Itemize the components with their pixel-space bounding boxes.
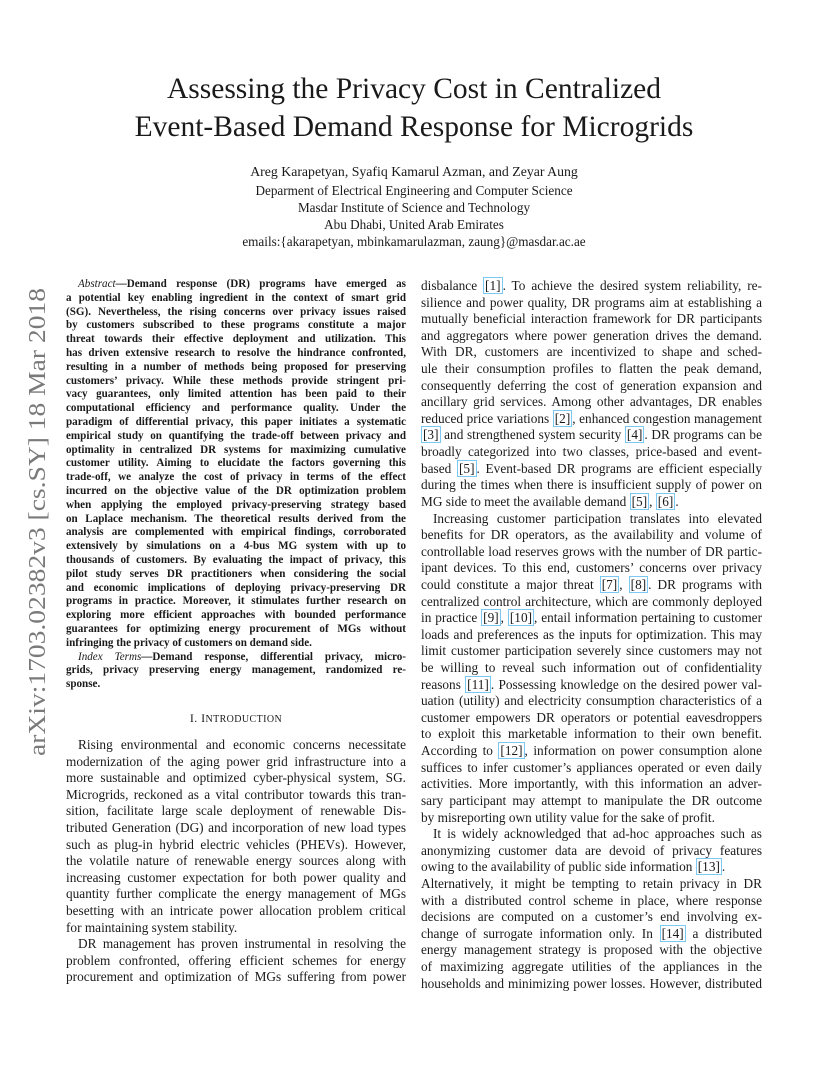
text-segment: centralized control architecture, which are commonly deployed <box>421 593 762 609</box>
text-segment: reasons <box>421 676 466 692</box>
abstract-line: infringing the privacy of customers on demand side. <box>66 636 312 649</box>
text-segment: . <box>675 493 679 509</box>
text-segment: mutually beneficial interaction framework for DR participants <box>421 311 762 327</box>
text-segment: owing to the availability of public side information <box>421 859 696 875</box>
citation-link[interactable]: [11] <box>467 676 489 692</box>
text-line <box>421 394 762 411</box>
text-segment: , enhanced congestion management <box>572 410 762 426</box>
text-line <box>421 328 762 345</box>
text-segment: be willing to reveal such information out of confidentiality <box>421 660 762 676</box>
author-emails: emails:{akarapetyan, mbinkamarulazman, zaung}@masdar.ac.ae <box>242 234 586 249</box>
affiliation-line: Masdar Institute of Science and Technology <box>297 200 531 215</box>
arxiv-identifier <box>24 286 52 756</box>
left-column <box>66 278 406 986</box>
text-segment: It is widely acknowledged that ad-hoc approaches such as <box>433 826 762 842</box>
text-line <box>421 361 762 378</box>
text-line: sition, facilitate large scale deployment of renewable Dis- <box>66 803 406 819</box>
citation-link[interactable]: [5] <box>631 493 648 509</box>
text-line <box>421 677 762 694</box>
text-line <box>421 278 762 295</box>
text-segment: limit customer participation severely since customers may not <box>421 643 762 659</box>
text-line <box>421 859 762 876</box>
abstract-label: Abstract <box>78 278 116 290</box>
text-segment: uation (utility) and electricity consumption characteristics of a <box>421 693 762 709</box>
text-line: DR management has proven instrumental in resolving the <box>78 936 406 952</box>
text-segment: reduced price variations <box>421 410 553 426</box>
text-line <box>421 461 762 478</box>
text-line <box>421 427 762 444</box>
text-segment: ipant devices. To this end, customers’ concerns over privacy <box>421 560 762 576</box>
section-heading-introduction <box>66 710 406 727</box>
title-line: Event-Based Demand Response for Microgrids <box>134 111 694 143</box>
text-line <box>421 909 762 926</box>
text-segment: energy management strategy is proposed with the objective <box>421 942 762 958</box>
abstract-line: incurred on the objective value of the DR optimization problem <box>66 484 406 497</box>
text-segment: anonymizing customer data are devoid of privacy features <box>421 842 762 858</box>
abstract-line: exploring more efficient approaches with bounded performance <box>66 609 406 622</box>
abstract-line: optimality in centralized DR systems for maximizing cumulative <box>66 443 406 456</box>
abstract-line: customers’ privacy. While these methods provide stringent pri- <box>66 374 406 387</box>
text-segment: and aggregators where power generation drives the demand. <box>421 327 762 343</box>
text-segment: activities. More importantly, with this information an adver- <box>421 776 762 792</box>
text-line <box>421 511 762 528</box>
citation-link[interactable]: [3] <box>423 427 439 443</box>
text-segment: . To achieve the desired system reliability, re- <box>502 278 762 293</box>
text-line <box>421 643 762 660</box>
text-line: tributed Generation (DG) and incorporation of new load types <box>66 819 406 835</box>
text-segment: households and minimizing power losses. However, distributed <box>421 975 762 991</box>
text-segment: , <box>619 576 629 592</box>
text-line <box>421 378 762 395</box>
text-line <box>421 893 762 910</box>
text-segment: . <box>721 859 726 875</box>
text-line: such as plug-in hybrid electric vehicles (PHEVs). However, <box>66 836 406 852</box>
abstract-line: Abstract—Demand response (DR) programs have emerged as <box>78 278 406 290</box>
abstract-line: on Laplace mechanism. The theoretical results derived from the <box>66 512 406 525</box>
citation-link[interactable]: [9] <box>483 610 499 626</box>
text-segment: loads and preferences as the inputs for optimization. This may <box>421 626 762 642</box>
text-segment: MG side to meet the available demand <box>421 493 630 509</box>
text-segment: According to <box>421 743 499 759</box>
text-segment: ancillary grid services. Among other advantages, DR enables <box>421 394 762 410</box>
text-line <box>421 693 762 710</box>
text-line <box>421 560 762 577</box>
text-segment: and strengthened system security <box>440 427 625 443</box>
text-line <box>421 660 762 677</box>
text-line <box>421 544 762 561</box>
text-line <box>421 843 762 860</box>
section-number: I. <box>189 710 198 725</box>
text-line <box>421 810 762 827</box>
text-segment: a distributed <box>685 925 762 941</box>
abstract-line: resulting in a number of methods being proposed for preserving <box>66 360 406 373</box>
abstract-line: customer utility. Aiming to elucidate the factors governing this <box>66 457 406 470</box>
citation-link[interactable]: [13] <box>697 859 720 875</box>
text-line <box>421 527 762 544</box>
abstract-line: has driven extensive research to resolve the hindrance confronted, <box>66 346 406 359</box>
text-segment: , entail information pertaining to customer <box>534 610 762 626</box>
abstract-line: pilot study serves DR practitioners when considering the social <box>66 567 406 580</box>
text-segment: benefits for DR operators, as the availability and volume of <box>421 527 762 543</box>
text-segment: Alternatively, it might be tempting to retain privacy in DR <box>421 875 762 891</box>
text-line: the volatile nature of renewable energy sources along with <box>66 853 406 869</box>
text-line: modernization of the aging power grid infrastructure into a <box>66 753 406 769</box>
text-segment: consequently deferring the cost of generation expansion and <box>421 377 762 393</box>
text-line <box>421 311 762 328</box>
text-segment: , <box>649 493 656 509</box>
text-segment: based <box>421 460 457 476</box>
text-line: increasing customer expectation for both power quality and <box>66 869 406 885</box>
text-segment: . Possessing knowledge on the desired power val- <box>490 676 762 692</box>
abstract-line: a potential key enabling ingredient in the context of smart grid <box>66 291 406 304</box>
text-line: for maintaining system stability. <box>66 919 238 935</box>
text-line <box>421 477 762 494</box>
text-line <box>421 926 762 943</box>
arxiv-identifier-text: arXiv:1703.02382v3 [cs.SY] 18 Mar 2018 <box>25 348 51 756</box>
text-line <box>421 760 762 777</box>
right-column <box>421 278 762 992</box>
citation-link[interactable]: [6] <box>657 493 674 509</box>
abstract-line: paradigm of differential privacy, this paper initiates a systematic <box>66 415 406 428</box>
text-segment: controllable load reserves grows with the number of DR partic- <box>421 543 762 559</box>
citation-link[interactable]: [7] <box>601 576 618 592</box>
text-line <box>421 876 762 893</box>
abstract-line: computational efficiency and performance quality. Under the <box>66 402 406 415</box>
text-segment: suffices to infer customer’s appliances operated or even daily <box>421 759 762 775</box>
text-line <box>421 411 762 428</box>
text-segment: broadly categorized into two classes, price-based and event- <box>421 444 762 460</box>
text-segment: decisions are computed on a customer’s end involving ex- <box>421 909 762 925</box>
paper-title <box>60 70 768 146</box>
author-block <box>60 163 768 250</box>
abstract-line: by customers subscribed to these programs constitute a major <box>66 319 406 332</box>
index-terms-line: Index Terms—Demand response, differential privacy, micro- <box>78 650 406 663</box>
intro-paragraph <box>66 936 406 986</box>
text-segment: , <box>500 610 508 626</box>
abstract-line: (SG). Nevertheless, the rising concerns over privacy issues raised <box>66 305 406 318</box>
abstract <box>66 278 406 692</box>
abstract-line: guarantees for optimizing energy procurement of MGs without <box>66 622 406 635</box>
abstract-line: extensively by simulations on a 4-bus MG system with up to <box>66 540 406 553</box>
text-segment: sary participant may attempt to manipulate the DR outcome <box>421 792 762 808</box>
text-segment: . DR programs can be <box>644 427 762 443</box>
text-segment: in practice <box>421 610 482 626</box>
text-segment: . Event-based DR programs are efficient especially <box>476 460 762 476</box>
affiliation-line: Deparment of Electrical Engineering and Computer Science <box>255 183 573 198</box>
affiliation-line: Abu Dhabi, United Arab Emirates <box>324 217 504 232</box>
text-line: procurement and optimization of MGs suffering from power <box>66 969 406 985</box>
text-segment: ule their consumption profiles to flatten the peak demand, <box>421 361 762 377</box>
abstract-line: empirical study on quantifying the trade-off between privacy and <box>66 429 406 442</box>
abstract-line: threat towards their effective deployment and utilization. This <box>66 333 406 346</box>
index-terms-line: grids, privacy preserving energy management, randomized re- <box>66 664 406 677</box>
text-line <box>421 726 762 743</box>
citation-link[interactable]: [14] <box>661 925 684 941</box>
text-segment: Increasing customer participation translates into elevated <box>433 510 762 526</box>
text-line <box>421 776 762 793</box>
citation-link[interactable]: [1] <box>485 278 501 293</box>
text-line: more sustainable and optimized cyber-physical system, SG. <box>66 770 406 786</box>
abstract-line: analysis are complemented with empirical findings, corroborated <box>66 526 406 539</box>
citation-link[interactable]: [2] <box>554 410 571 426</box>
text-segment: . DR programs with <box>648 576 762 592</box>
abstract-line: thousands of customers. By evaluating the impact of privacy, this <box>66 553 406 566</box>
text-segment: by misreporting own utility value for the sake of profit. <box>421 809 715 825</box>
author-names: Areg Karapetyan, Syafiq Kamarul Azman, and Zeyar Aung <box>250 164 578 179</box>
text-line <box>421 976 762 993</box>
text-segment: customer empowers DR operators or potential eavesdroppers <box>421 709 762 725</box>
text-line: besetting with an intricate power allocation problem critical <box>66 903 406 918</box>
text-segment: to exploit this marketable information to their own benefit. <box>421 726 762 742</box>
text-line <box>421 494 762 511</box>
abstract-line: trade-off, we analyze the cost of privacy in terms of the effect <box>66 471 406 484</box>
text-line <box>421 743 762 760</box>
text-segment: could constitute a major threat <box>421 576 600 592</box>
text-segment: disbalance <box>421 278 484 293</box>
text-segment: , information on power consumption alone <box>524 743 762 759</box>
text-line: quantity further complicate the energy management of MGs <box>66 886 406 902</box>
text-line <box>421 793 762 810</box>
abstract-line: when applying the employed privacy-preserving strategy based <box>66 498 406 511</box>
abstract-line: vacy guarantees, only limited attention has been paid to their <box>66 388 406 401</box>
section-title: INTRODUCTION <box>201 710 283 725</box>
title-line: Assessing the Privacy Cost in Centralized <box>166 73 662 105</box>
text-line <box>421 444 762 461</box>
text-line <box>421 942 762 959</box>
text-line <box>421 594 762 611</box>
intro-paragraph <box>66 737 406 936</box>
citation-link[interactable]: [5] <box>459 460 475 476</box>
text-line: Microgrids, reckoned as a vital contributor towards this tran- <box>66 786 406 802</box>
citation-link[interactable]: [12] <box>500 743 523 759</box>
index-terms-line: sponse. <box>66 678 101 691</box>
text-line <box>421 610 762 627</box>
text-line <box>421 577 762 594</box>
text-segment: change of surrogate information only. In <box>421 925 660 941</box>
text-line: problem confronted, offering efficient schemes for energy <box>66 952 406 968</box>
text-line <box>421 344 762 361</box>
abstract-line: programs in practice. Moreover, it stimulates further research on <box>66 595 406 608</box>
text-line <box>421 826 762 843</box>
text-segment: with a distributed control scheme in place, where response <box>421 892 762 908</box>
abstract-line: and economic implications of deploying privacy-preserving DR <box>66 581 406 594</box>
text-line <box>421 627 762 644</box>
text-segment: during the times when there is insufficient supply of power on <box>421 477 762 493</box>
text-line <box>421 295 762 312</box>
citation-link[interactable]: [10] <box>509 610 533 626</box>
citation-link[interactable]: [8] <box>630 576 647 592</box>
index-terms-label: Index Terms <box>78 650 142 663</box>
text-segment: of maximizing aggregate utilities of the appliances in the <box>421 958 762 974</box>
text-line: Rising environmental and economic concerns necessitate <box>78 736 406 752</box>
text-segment: With DR, customers are incentivized to shape and sched- <box>421 344 762 360</box>
citation-link[interactable]: [4] <box>626 427 643 443</box>
text-line <box>421 710 762 727</box>
text-segment: silience and power quality, DR programs aim at establishing a <box>421 294 762 310</box>
text-line <box>421 959 762 976</box>
